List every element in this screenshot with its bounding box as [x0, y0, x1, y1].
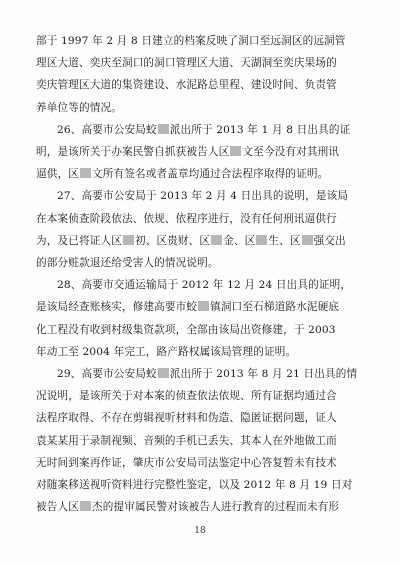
text-line: 况说明，是该所关于对本案的侦查依法依规、所有证据均通过合 — [36, 390, 337, 403]
text-line: 28、高要市交通运输局于 2012 年 12 月 24 日出具的证明， — [57, 279, 352, 292]
redaction-mark — [211, 235, 222, 245]
page-number: 18 — [194, 526, 206, 536]
document-body — [36, 30, 374, 518]
text-line: 逼供，区 文所有签名或者盖章均通过合法程序取得的证明。 — [36, 168, 329, 181]
text-line: 年动工至 2004 年完工，路产路权属该局管理的证明。 — [36, 345, 297, 358]
redaction-mark — [302, 235, 313, 245]
text-line: 29、高要市公安局蛟 派出所于 2013 年 8 月 21 日出具的情 — [57, 368, 358, 381]
text-line: 明，是该所关于办案民警自抓获被告人区 文至今没有对其刑讯 — [36, 146, 340, 159]
text-line: 理区大道、奕庆至洞口的洞口管理区大道、天湖洞至奕庆果场的 — [36, 57, 337, 70]
text-line: 奕庆管理区大道的集资建设、水泥路总里程、建设时间、负责管 — [36, 79, 337, 92]
redaction-mark — [158, 368, 169, 378]
text-line: 无时间到案再作证，肇庆市公安局司法鉴定中心答复暂未有技术 — [36, 456, 337, 469]
text-line: 袁某某用于录制视频、音频的手机已丢失、其本人在外地做工而 — [36, 434, 337, 447]
redaction-mark — [80, 501, 91, 511]
text-line: 部于 1997 年 2 月 8 日建立的档案反映了洞口至远洞区的远洞管 — [36, 35, 346, 47]
text-line: 化工程没有收到村级集资款项，全部由该局出资修建，于 2003 — [36, 323, 336, 336]
redaction-mark — [198, 301, 209, 311]
text-line: 在本案侦查阶段依法、依规、依程序进行，没有任何刑讯逼供行 — [36, 212, 337, 225]
text-line: 被告人区 杰的提审属民警对该被告人进行教育的过程而未有形 — [36, 501, 340, 514]
redaction-mark — [230, 146, 241, 156]
redaction-mark — [158, 124, 169, 134]
text-line: 养单位等的情况。 — [36, 101, 122, 114]
text-line: 26、高要市公安局蛟 派出所于 2013 年 1 月 8 日出具的证 — [57, 123, 351, 136]
text-line: 为，及已将证人区 初、区贵财、区 金、区 生、区 强交出 — [36, 234, 346, 247]
text-line: 的部分赃款退还给受害人的情况说明。 — [36, 257, 219, 270]
text-line: 法程序取得、不存在剪辑视听材料和伪造、隐匿证据问题，证人 — [36, 412, 337, 425]
redaction-mark — [80, 168, 91, 178]
redaction-mark — [256, 235, 267, 245]
redaction-mark — [123, 235, 134, 245]
text-line: 是该局经查账核实，修建高要市蛟 镇洞口至石梯道路水泥硬底 — [36, 301, 340, 314]
text-line: 27、高要市公安局于 2013 年 2 月 4 日出具的说明，是该局 — [57, 190, 349, 203]
text-line: 对随案移送视听资料进行完整性鉴定，以及 2012 年 8 月 19 日对 — [36, 479, 353, 492]
